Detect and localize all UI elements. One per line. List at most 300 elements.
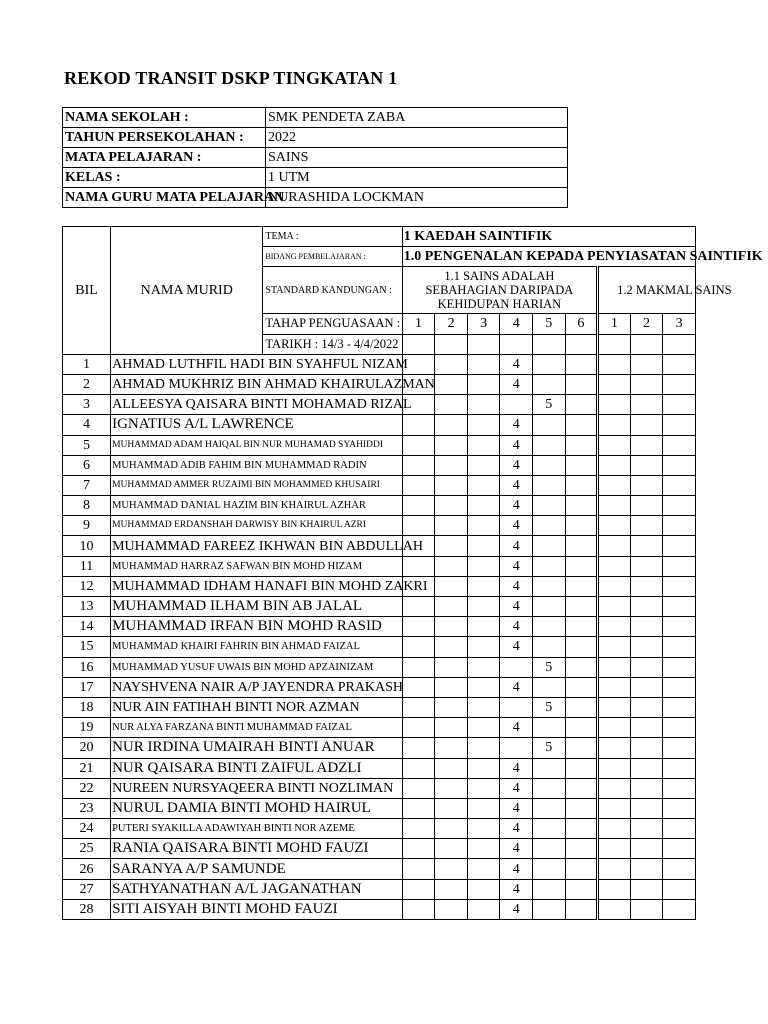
level-cell-sk1	[532, 617, 565, 637]
info-label: NAMA GURU MATA PELAJARAN	[63, 188, 266, 208]
level-cell-sk1	[435, 556, 468, 576]
level-cell-sk1: 4	[500, 354, 533, 374]
student-name: MUHAMMAD ADIB FAHIM BIN MUHAMMAD RADIN	[111, 455, 403, 475]
level-cell-sk1	[467, 697, 500, 717]
level-header-sk1: 2	[435, 314, 468, 334]
level-cell-sk2	[598, 738, 631, 758]
level-cell-sk1	[435, 475, 468, 495]
level-cell-sk1	[402, 677, 435, 697]
level-cell-sk2	[630, 617, 663, 637]
level-cell-sk1: 4	[500, 455, 533, 475]
level-cell-sk2	[630, 697, 663, 717]
level-cell-sk1	[467, 395, 500, 415]
level-cell-sk2	[598, 697, 631, 717]
level-cell-sk2	[663, 798, 696, 818]
level-cell-sk1	[402, 597, 435, 617]
student-row	[63, 879, 696, 899]
level-cell-sk1	[402, 718, 435, 738]
level-cell-sk1: 4	[500, 617, 533, 637]
nama-murid-header: NAMA MURID	[111, 227, 263, 355]
bidang-value: 1.0 PENGENALAN KEPADA PENYIASATAN SAINTIFIK	[402, 247, 695, 267]
info-value: 1 UTM	[266, 168, 568, 188]
level-cell-sk2	[663, 617, 696, 637]
student-bil: 1	[63, 354, 111, 374]
student-row	[63, 576, 696, 596]
level-cell-sk2	[663, 859, 696, 879]
student-row	[63, 496, 696, 516]
level-cell-sk1	[402, 758, 435, 778]
level-cell-sk1	[532, 455, 565, 475]
student-bil: 25	[63, 839, 111, 859]
level-cell-sk2	[598, 617, 631, 637]
level-cell-sk1: 4	[500, 899, 533, 919]
level-cell-sk1	[565, 536, 598, 556]
sk-1-2: 1.2 MAKMAL SAINS	[598, 267, 696, 314]
level-cell-sk2	[598, 536, 631, 556]
student-name: NURUL DAMIA BINTI MOHD HAIRUL	[111, 798, 403, 818]
level-cell-sk1	[435, 778, 468, 798]
student-bil: 3	[63, 395, 111, 415]
level-cell-sk1	[565, 819, 598, 839]
student-row	[63, 556, 696, 576]
level-cell-sk1	[435, 354, 468, 374]
level-cell-sk2	[630, 859, 663, 879]
tarikh-cell	[532, 334, 565, 354]
level-cell-sk2	[598, 516, 631, 536]
student-row	[63, 617, 696, 637]
level-cell-sk1	[402, 879, 435, 899]
level-cell-sk2	[630, 778, 663, 798]
level-cell-sk1	[435, 597, 468, 617]
level-cell-sk1	[565, 677, 598, 697]
level-cell-sk2	[598, 718, 631, 738]
student-bil: 20	[63, 738, 111, 758]
level-cell-sk2	[598, 879, 631, 899]
student-row	[63, 516, 696, 536]
tarikh-label: TARIKH : 14/3 - 4/4/2022	[263, 334, 402, 354]
level-cell-sk2	[598, 395, 631, 415]
student-name: MUHAMMAD ILHAM BIN AB JALAL	[111, 597, 403, 617]
level-cell-sk1	[435, 576, 468, 596]
tarikh-cell	[630, 334, 663, 354]
tarikh-cell	[435, 334, 468, 354]
level-cell-sk1	[532, 536, 565, 556]
level-cell-sk2	[598, 859, 631, 879]
student-row	[63, 455, 696, 475]
level-cell-sk2	[663, 839, 696, 859]
level-cell-sk1	[532, 718, 565, 738]
level-cell-sk1	[467, 576, 500, 596]
level-cell-sk2	[598, 657, 631, 677]
level-cell-sk2	[598, 455, 631, 475]
level-cell-sk1	[467, 496, 500, 516]
level-cell-sk1	[565, 597, 598, 617]
level-cell-sk2	[663, 536, 696, 556]
level-cell-sk2	[630, 576, 663, 596]
info-row	[63, 108, 568, 128]
level-cell-sk1: 4	[500, 758, 533, 778]
level-cell-sk1	[565, 657, 598, 677]
level-cell-sk2	[663, 637, 696, 657]
level-cell-sk1	[402, 859, 435, 879]
level-cell-sk1	[435, 455, 468, 475]
level-cell-sk1	[467, 839, 500, 859]
level-cell-sk2	[598, 435, 631, 455]
level-cell-sk1	[565, 415, 598, 435]
level-cell-sk1: 4	[500, 778, 533, 798]
level-cell-sk1	[565, 516, 598, 536]
level-cell-sk1	[435, 637, 468, 657]
student-bil: 17	[63, 677, 111, 697]
level-cell-sk1: 4	[500, 516, 533, 536]
level-cell-sk2	[598, 778, 631, 798]
level-cell-sk1	[565, 899, 598, 919]
level-cell-sk2	[663, 455, 696, 475]
level-cell-sk2	[663, 758, 696, 778]
student-name: NUREEN NURSYAQEERA BINTI NOZLIMAN	[111, 778, 403, 798]
level-cell-sk1	[435, 798, 468, 818]
level-cell-sk2	[598, 354, 631, 374]
student-bil: 14	[63, 617, 111, 637]
level-cell-sk1: 5	[532, 697, 565, 717]
info-label: MATA PELAJARAN :	[63, 148, 266, 168]
level-header-sk1: 1	[402, 314, 435, 334]
level-cell-sk1	[532, 415, 565, 435]
level-cell-sk1	[565, 576, 598, 596]
student-bil: 13	[63, 597, 111, 617]
level-cell-sk1	[435, 718, 468, 738]
level-cell-sk1	[435, 879, 468, 899]
info-row	[63, 128, 568, 148]
student-row	[63, 637, 696, 657]
level-cell-sk2	[630, 536, 663, 556]
student-name: AHMAD MUKHRIZ BIN AHMAD KHAIRULAZMAN	[111, 374, 403, 394]
student-row	[63, 778, 696, 798]
level-cell-sk1	[402, 475, 435, 495]
student-bil: 4	[63, 415, 111, 435]
level-cell-sk1	[435, 859, 468, 879]
level-cell-sk1	[467, 819, 500, 839]
level-cell-sk1	[532, 819, 565, 839]
transit-record-grid	[62, 226, 768, 946]
level-cell-sk2	[663, 516, 696, 536]
level-cell-sk1	[532, 496, 565, 516]
info-value: SMK PENDETA ZABA	[266, 108, 568, 128]
student-bil: 7	[63, 475, 111, 495]
level-cell-sk1	[532, 516, 565, 536]
level-cell-sk1	[467, 617, 500, 637]
student-bil: 27	[63, 879, 111, 899]
student-row	[63, 697, 696, 717]
level-cell-sk2	[630, 839, 663, 859]
level-cell-sk1	[565, 839, 598, 859]
level-cell-sk1	[565, 374, 598, 394]
student-name: MUHAMMAD ADAM HAIQAL BIN NUR MUHAMAD SYAHIDDI	[111, 435, 403, 455]
bil-header: BIL	[63, 227, 111, 355]
level-cell-sk1	[435, 657, 468, 677]
level-cell-sk2	[663, 899, 696, 919]
level-cell-sk2	[663, 496, 696, 516]
level-cell-sk1: 4	[500, 718, 533, 738]
page-title: REKOD TRANSIT DSKP TINGKATAN 1	[64, 68, 398, 88]
level-cell-sk2	[663, 697, 696, 717]
level-cell-sk2	[630, 879, 663, 899]
level-cell-sk1	[565, 637, 598, 657]
level-cell-sk2	[598, 637, 631, 657]
level-cell-sk2	[663, 374, 696, 394]
level-cell-sk1: 5	[532, 738, 565, 758]
info-row	[63, 168, 568, 188]
level-header-sk2: 2	[630, 314, 663, 334]
level-cell-sk1: 4	[500, 637, 533, 657]
student-name: SITI AISYAH BINTI MOHD FAUZI	[111, 899, 403, 919]
student-name: NAYSHVENA NAIR A/P JAYENDRA PRAKASH	[111, 677, 403, 697]
level-cell-sk1	[435, 677, 468, 697]
level-cell-sk1	[565, 395, 598, 415]
level-cell-sk1	[565, 455, 598, 475]
student-bil: 23	[63, 798, 111, 818]
level-cell-sk1: 4	[500, 475, 533, 495]
level-cell-sk2	[630, 597, 663, 617]
level-cell-sk1: 4	[500, 435, 533, 455]
level-cell-sk1	[402, 496, 435, 516]
level-cell-sk2	[663, 556, 696, 576]
level-cell-sk1	[435, 617, 468, 637]
level-cell-sk1	[532, 597, 565, 617]
level-cell-sk1	[402, 637, 435, 657]
level-cell-sk1	[467, 374, 500, 394]
level-cell-sk1	[532, 879, 565, 899]
student-name: MUHAMMAD YUSUF UWAIS BIN MOHD APZAINIZAM	[111, 657, 403, 677]
level-cell-sk1: 4	[500, 819, 533, 839]
level-cell-sk1	[435, 496, 468, 516]
info-value: 2022	[266, 128, 568, 148]
level-cell-sk2	[663, 738, 696, 758]
level-cell-sk2	[630, 516, 663, 536]
student-bil: 24	[63, 819, 111, 839]
tarikh-cell	[565, 334, 598, 354]
student-name: MUHAMMAD IRFAN BIN MOHD RASID	[111, 617, 403, 637]
level-cell-sk1	[467, 354, 500, 374]
level-cell-sk1	[532, 354, 565, 374]
level-cell-sk1	[532, 556, 565, 576]
student-name: IGNATIUS A/L LAWRENCE	[111, 415, 403, 435]
level-cell-sk2	[598, 758, 631, 778]
student-row	[63, 475, 696, 495]
level-cell-sk2	[663, 879, 696, 899]
level-cell-sk1	[467, 475, 500, 495]
level-cell-sk1: 4	[500, 597, 533, 617]
level-cell-sk1	[532, 576, 565, 596]
level-cell-sk1: 4	[500, 536, 533, 556]
tarikh-cell	[663, 334, 696, 354]
level-cell-sk1	[467, 657, 500, 677]
level-cell-sk2	[630, 637, 663, 657]
level-cell-sk2	[663, 576, 696, 596]
student-name: MUHAMMAD FAREEZ IKHWAN BIN ABDULLAH	[111, 536, 403, 556]
student-name: MUHAMMAD ERDANSHAH DARWISY BIN KHAIRUL AZRI	[111, 516, 403, 536]
level-cell-sk1	[467, 738, 500, 758]
level-cell-sk1	[402, 819, 435, 839]
level-cell-sk2	[598, 556, 631, 576]
level-header-sk1: 4	[500, 314, 533, 334]
level-cell-sk2	[630, 415, 663, 435]
level-cell-sk2	[630, 718, 663, 738]
level-header-sk1: 3	[467, 314, 500, 334]
level-cell-sk2	[598, 496, 631, 516]
info-label: TAHUN PERSEKOLAHAN :	[63, 128, 266, 148]
level-cell-sk1	[532, 798, 565, 818]
level-cell-sk1	[532, 677, 565, 697]
standard-kandungan-label: STANDARD KANDUNGAN :	[263, 267, 402, 314]
info-row	[63, 188, 568, 208]
level-cell-sk2	[630, 758, 663, 778]
student-name: ALLEESYA QAISARA BINTI MOHAMAD RIZAL	[111, 395, 403, 415]
level-cell-sk2	[663, 778, 696, 798]
student-bil: 15	[63, 637, 111, 657]
level-cell-sk2	[598, 798, 631, 818]
level-cell-sk2	[663, 819, 696, 839]
level-cell-sk1	[565, 496, 598, 516]
level-cell-sk2	[630, 455, 663, 475]
student-row	[63, 354, 696, 374]
student-name: MUHAMMAD AMMER RUZAIMI BIN MOHAMMED KHUSAIRI	[111, 475, 403, 495]
student-row	[63, 738, 696, 758]
level-cell-sk1: 4	[500, 798, 533, 818]
info-value: NURASHIDA LOCKMAN	[266, 188, 568, 208]
level-cell-sk1	[565, 354, 598, 374]
level-header-sk2: 1	[598, 314, 631, 334]
info-label: KELAS :	[63, 168, 266, 188]
level-cell-sk2	[663, 354, 696, 374]
student-bil: 6	[63, 455, 111, 475]
level-cell-sk2	[663, 395, 696, 415]
level-cell-sk2	[630, 556, 663, 576]
student-name: PUTERI SYAKILLA ADAWIYAH BINTI NOR AZEME	[111, 819, 403, 839]
student-bil: 5	[63, 435, 111, 455]
level-cell-sk1	[565, 758, 598, 778]
level-cell-sk1	[500, 395, 533, 415]
student-bil: 22	[63, 778, 111, 798]
student-bil: 10	[63, 536, 111, 556]
level-cell-sk1	[532, 899, 565, 919]
level-cell-sk2	[630, 374, 663, 394]
level-cell-sk1	[402, 899, 435, 919]
level-cell-sk1	[402, 697, 435, 717]
level-cell-sk1	[565, 778, 598, 798]
info-label: NAMA SEKOLAH :	[63, 108, 266, 128]
student-name: MUHAMMAD KHAIRI FAHRIN BIN AHMAD FAIZAL	[111, 637, 403, 657]
tarikh-cell	[402, 334, 435, 354]
level-cell-sk2	[598, 475, 631, 495]
level-cell-sk1	[467, 516, 500, 536]
level-cell-sk2	[598, 415, 631, 435]
student-row	[63, 657, 696, 677]
student-name: RANIA QAISARA BINTI MOHD FAUZI	[111, 839, 403, 859]
level-cell-sk1	[402, 455, 435, 475]
level-cell-sk1	[467, 677, 500, 697]
level-cell-sk1	[467, 536, 500, 556]
level-cell-sk1	[435, 839, 468, 859]
level-cell-sk1	[467, 758, 500, 778]
level-cell-sk1	[532, 374, 565, 394]
level-cell-sk1	[435, 435, 468, 455]
level-cell-sk2	[630, 899, 663, 919]
student-bil: 2	[63, 374, 111, 394]
student-bil: 16	[63, 657, 111, 677]
level-cell-sk1	[500, 738, 533, 758]
level-cell-sk1	[402, 435, 435, 455]
student-row	[63, 899, 696, 919]
level-cell-sk1	[402, 839, 435, 859]
student-row	[63, 798, 696, 818]
level-cell-sk1	[565, 556, 598, 576]
level-cell-sk2	[630, 738, 663, 758]
student-bil: 18	[63, 697, 111, 717]
level-cell-sk1	[565, 798, 598, 818]
level-cell-sk1	[435, 738, 468, 758]
student-row	[63, 536, 696, 556]
level-cell-sk1: 5	[532, 657, 565, 677]
level-cell-sk1: 4	[500, 374, 533, 394]
tema-value: 1 KAEDAH SAINTIFIK	[402, 227, 695, 247]
student-name: SARANYA A/P SAMUNDE	[111, 859, 403, 879]
student-name: MUHAMMAD HARRAZ SAFWAN BIN MOHD HIZAM	[111, 556, 403, 576]
level-cell-sk2	[630, 354, 663, 374]
level-cell-sk2	[598, 899, 631, 919]
student-name: NUR IRDINA UMAIRAH BINTI ANUAR	[111, 738, 403, 758]
level-cell-sk1	[467, 597, 500, 617]
level-cell-sk1	[532, 859, 565, 879]
tema-label: TEMA :	[263, 227, 402, 247]
level-cell-sk1: 4	[500, 576, 533, 596]
student-row	[63, 415, 696, 435]
tahap-penguasaan-label: TAHAP PENGUASAAN :	[263, 314, 402, 334]
level-cell-sk2	[598, 677, 631, 697]
level-cell-sk2	[663, 718, 696, 738]
level-cell-sk2	[598, 819, 631, 839]
level-cell-sk1	[500, 657, 533, 677]
level-cell-sk1	[467, 778, 500, 798]
level-cell-sk2	[663, 677, 696, 697]
level-cell-sk1	[402, 415, 435, 435]
tarikh-cell	[500, 334, 533, 354]
level-header-sk1: 6	[565, 314, 598, 334]
level-cell-sk1	[565, 718, 598, 738]
level-cell-sk1	[402, 516, 435, 536]
level-cell-sk1	[565, 617, 598, 637]
level-cell-sk1	[435, 516, 468, 536]
level-cell-sk1	[402, 556, 435, 576]
student-name: NUR AIN FATIHAH BINTI NOR AZMAN	[111, 697, 403, 717]
level-cell-sk1	[500, 697, 533, 717]
level-cell-sk2	[630, 677, 663, 697]
tarikh-cell	[467, 334, 500, 354]
level-cell-sk1	[402, 738, 435, 758]
level-cell-sk2	[630, 657, 663, 677]
level-cell-sk1	[565, 879, 598, 899]
level-cell-sk1: 4	[500, 496, 533, 516]
student-name: MUHAMMAD IDHAM HANAFI BIN MOHD ZAKRI	[111, 576, 403, 596]
level-cell-sk1	[435, 536, 468, 556]
student-bil: 26	[63, 859, 111, 879]
sk-1-1: 1.1 SAINS ADALAH SEBAHAGIAN DARIPADA KEHIDUPAN HARIAN	[402, 267, 597, 314]
student-row	[63, 718, 696, 738]
student-bil: 11	[63, 556, 111, 576]
student-row	[63, 758, 696, 778]
level-cell-sk1	[402, 657, 435, 677]
level-cell-sk2	[630, 496, 663, 516]
